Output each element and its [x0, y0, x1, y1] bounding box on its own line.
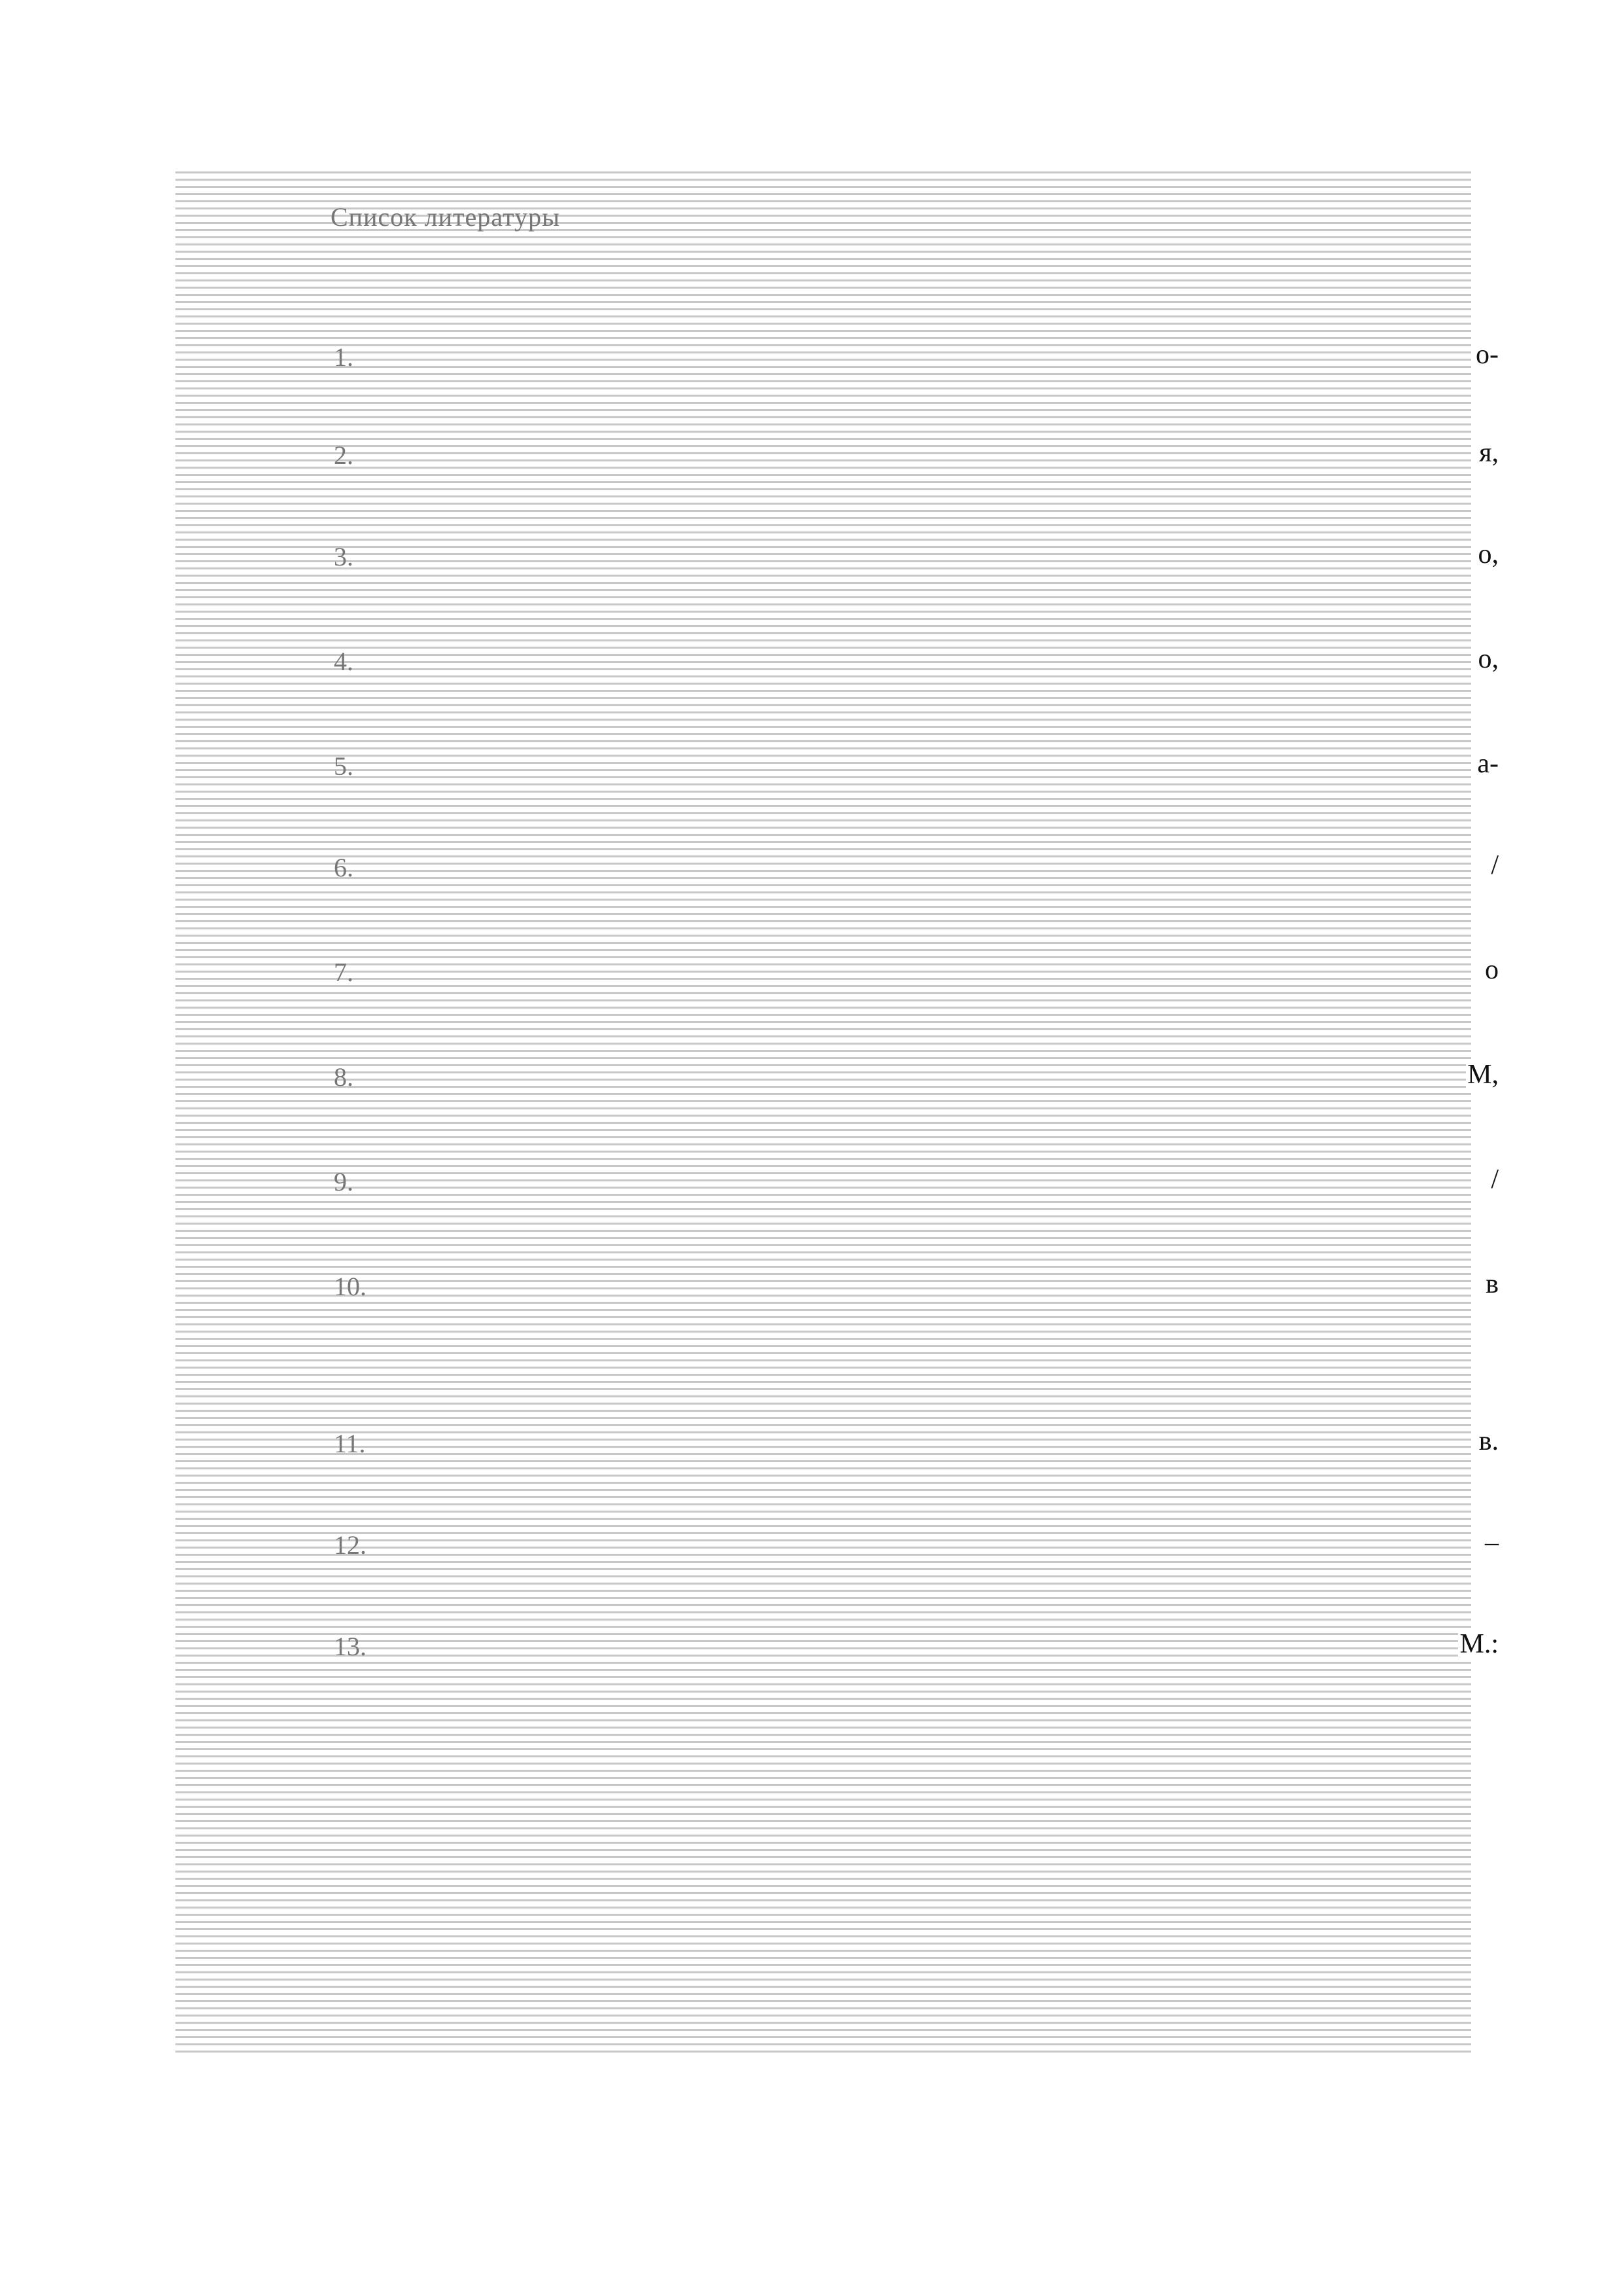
entry-line-end: / [1491, 850, 1499, 880]
entry-line-end: о- [1476, 340, 1499, 370]
entry-number: 11. [334, 1429, 366, 1458]
entry-number: 6. [334, 853, 353, 882]
entry-line-end: М.: [1459, 1629, 1499, 1659]
entry-number: 5. [334, 751, 353, 781]
entry-number: 8. [334, 1062, 353, 1092]
entry-line-end: о, [1478, 539, 1499, 569]
entry-line-end: о [1485, 955, 1499, 985]
entry-line-end: М, [1467, 1060, 1499, 1090]
entry-number: 10. [334, 1272, 366, 1301]
entry-number: 2. [334, 440, 353, 470]
entry-line-end: я, [1479, 438, 1499, 468]
entry-number: 4. [334, 647, 353, 676]
entry-number: 3. [334, 542, 353, 571]
entry-number: 12. [334, 1530, 366, 1560]
entry-number: 1. [334, 342, 353, 372]
entry-line-end: в [1486, 1269, 1499, 1299]
entry-line-end: о, [1478, 644, 1499, 674]
entry-number: 9. [334, 1167, 353, 1196]
entry-number: 7. [334, 958, 353, 987]
entry-line-end: в. [1478, 1426, 1499, 1456]
entry-number: 13. [334, 1632, 366, 1661]
entry-line-end: – [1485, 1528, 1499, 1558]
entry-line-end: / [1491, 1164, 1499, 1194]
entry-line-end: а- [1477, 749, 1499, 779]
page-title: Список литературы [330, 202, 560, 232]
scanned-text-block [175, 171, 1471, 2056]
